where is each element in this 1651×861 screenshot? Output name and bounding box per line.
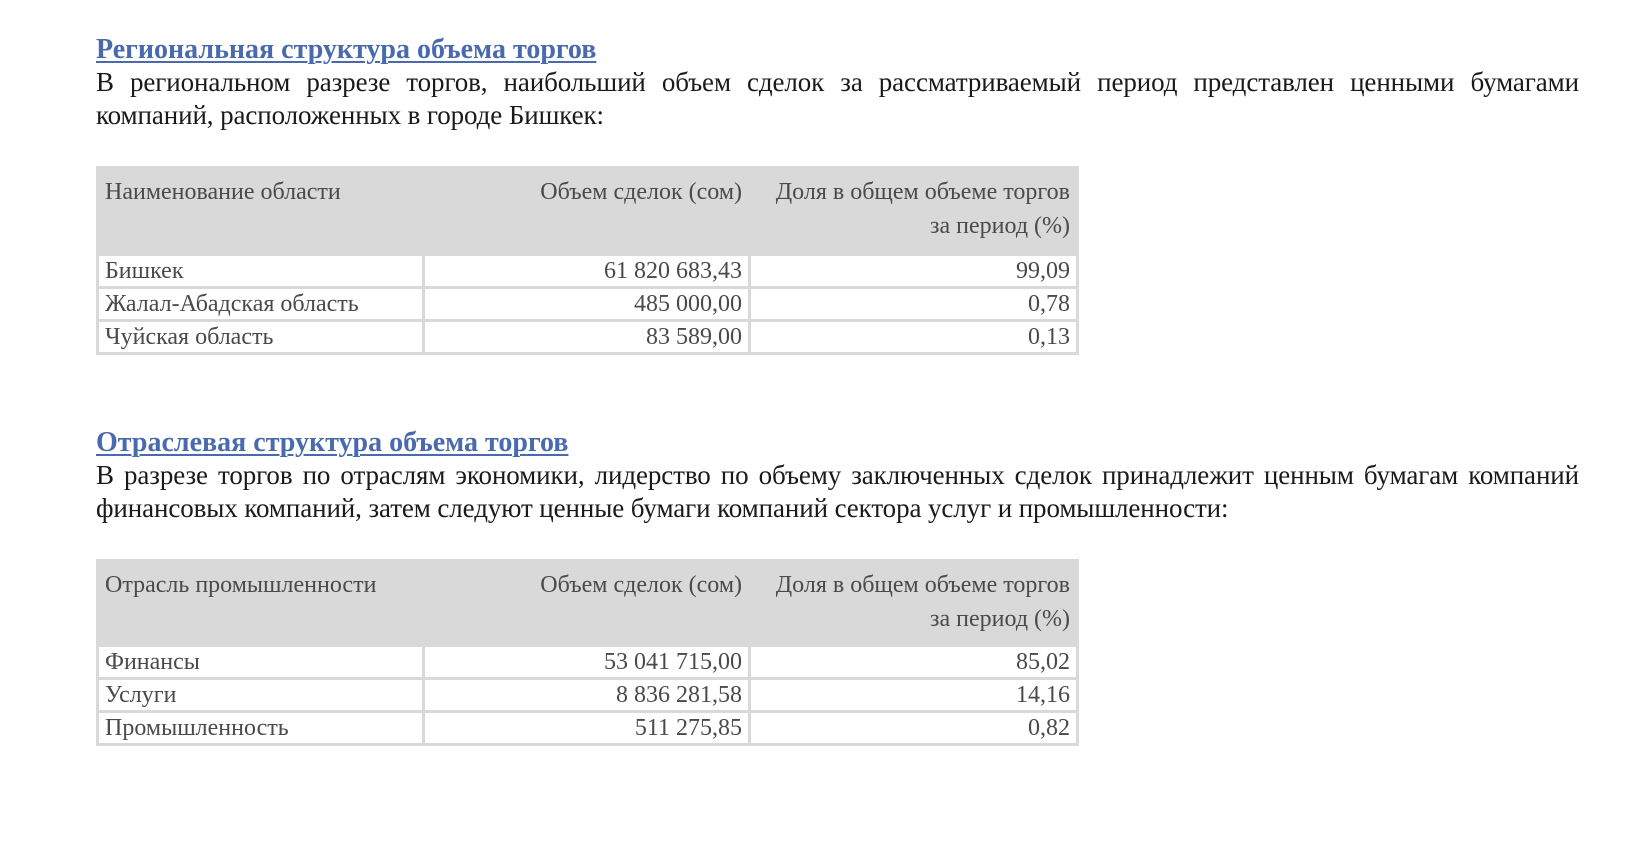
- regional-paragraph: В региональном разрезе торгов, наибольший объем сделок за рассматриваемый период представлен ценными бумагами компаний, расположенных в городе Бишкек:: [96, 67, 1579, 130]
- share-cell: 0,78: [750, 288, 1078, 321]
- industry-table: [96, 559, 1079, 746]
- regional-section: [96, 34, 1579, 350]
- regional-table: [96, 166, 1079, 355]
- share-cell: 85,02: [750, 646, 1078, 679]
- industry-name-cell: Услуги: [98, 679, 424, 712]
- volume-cell: 511 275,85: [424, 712, 750, 745]
- table-header-row: [98, 561, 1078, 646]
- volume-cell: 485 000,00: [424, 288, 750, 321]
- share-cell: 0,13: [750, 321, 1078, 354]
- volume-cell: 83 589,00: [424, 321, 750, 354]
- share-cell: 0,82: [750, 712, 1078, 745]
- industry-heading[interactable]: Отраслевая структура объема торгов: [96, 427, 569, 458]
- column-header-share: Доля в общем объеме торгов за период (%): [750, 168, 1078, 255]
- region-name-cell: Жалал-Абадская область: [98, 288, 424, 321]
- table-row: [98, 255, 1078, 288]
- volume-cell: 8 836 281,58: [424, 679, 750, 712]
- share-cell: 99,09: [750, 255, 1078, 288]
- industry-section: [96, 427, 1579, 741]
- table-row: [98, 679, 1078, 712]
- share-cell: 14,16: [750, 679, 1078, 712]
- industry-paragraph: В разрезе торгов по отраслям экономики, лидерство по объему заключенных сделок принадлежит ценным бумагам компаний финансовых компаний, затем следуют ценные бумаги компаний сектора услуг и промышленности:: [96, 460, 1579, 523]
- table-row: [98, 288, 1078, 321]
- industry-name-cell: Промышленность: [98, 712, 424, 745]
- table-row: [98, 646, 1078, 679]
- table-header-row: [98, 168, 1078, 255]
- column-header-volume: Объем сделок (сом): [424, 168, 750, 255]
- table-row: [98, 321, 1078, 354]
- column-header-share: Доля в общем объеме торгов за период (%): [750, 561, 1078, 646]
- column-header-volume: Объем сделок (сом): [424, 561, 750, 646]
- table-row: [98, 712, 1078, 745]
- column-header-industry: Отрасль промышленности: [98, 561, 424, 646]
- industry-name-cell: Финансы: [98, 646, 424, 679]
- column-header-region: Наименование области: [98, 168, 424, 255]
- region-name-cell: Бишкек: [98, 255, 424, 288]
- volume-cell: 53 041 715,00: [424, 646, 750, 679]
- regional-heading[interactable]: Региональная структура объема торгов: [96, 34, 597, 65]
- region-name-cell: Чуйская область: [98, 321, 424, 354]
- volume-cell: 61 820 683,43: [424, 255, 750, 288]
